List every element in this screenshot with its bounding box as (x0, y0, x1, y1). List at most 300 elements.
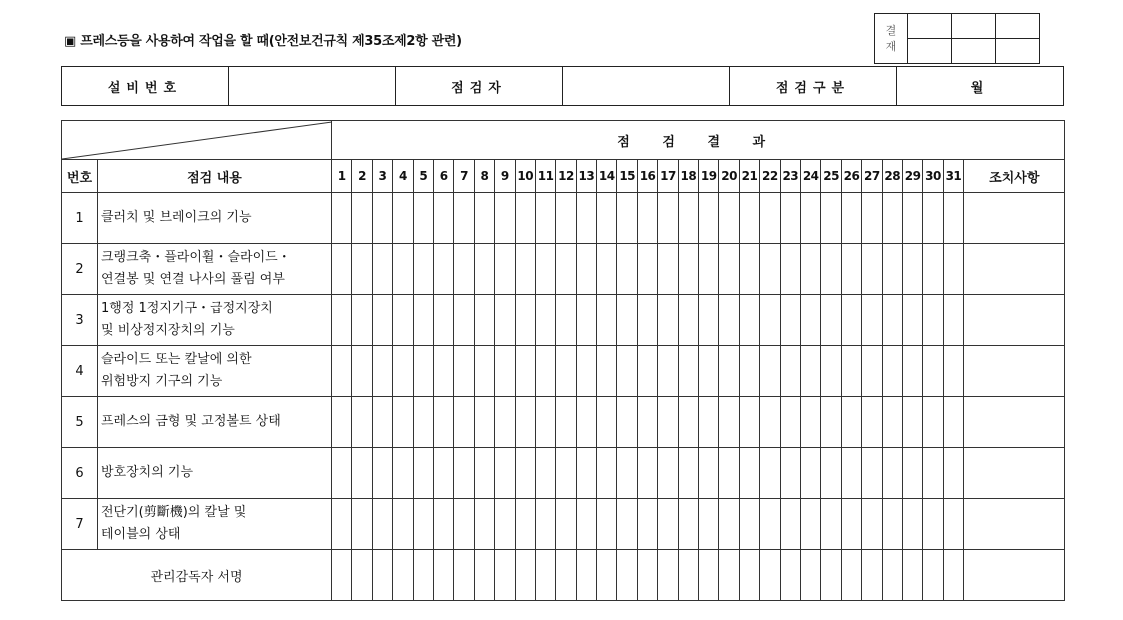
check-cell[interactable] (495, 193, 515, 244)
day-header: 19 (699, 160, 719, 193)
check-cell[interactable] (535, 550, 555, 601)
check-cell[interactable] (372, 193, 392, 244)
check-cell[interactable] (923, 346, 943, 397)
check-cell[interactable] (372, 346, 392, 397)
action-cell[interactable] (964, 397, 1065, 448)
inspector-field[interactable] (563, 67, 730, 106)
check-cell[interactable] (739, 346, 759, 397)
check-cell[interactable] (535, 244, 555, 295)
action-cell[interactable] (964, 550, 1065, 601)
check-cell[interactable] (617, 193, 637, 244)
check-cell[interactable] (413, 448, 433, 499)
check-cell[interactable] (841, 346, 861, 397)
check-cell[interactable] (760, 244, 780, 295)
check-cell[interactable] (393, 295, 413, 346)
check-cell[interactable] (739, 244, 759, 295)
check-cell[interactable] (821, 397, 841, 448)
check-cell[interactable] (597, 193, 617, 244)
check-cell[interactable] (393, 346, 413, 397)
check-cell[interactable] (943, 397, 963, 448)
check-cell[interactable] (637, 295, 657, 346)
check-cell[interactable] (576, 346, 596, 397)
check-cell[interactable] (433, 244, 453, 295)
check-cell[interactable] (658, 244, 678, 295)
check-cell[interactable] (841, 448, 861, 499)
check-cell[interactable] (637, 499, 657, 550)
check-cell[interactable] (821, 550, 841, 601)
check-cell[interactable] (943, 448, 963, 499)
check-cell[interactable] (923, 244, 943, 295)
check-cell[interactable] (821, 448, 841, 499)
check-cell[interactable] (862, 499, 882, 550)
approval-label: 결 재 (875, 14, 908, 64)
check-cell[interactable] (943, 499, 963, 550)
check-cell[interactable] (393, 448, 413, 499)
action-cell[interactable] (964, 346, 1065, 397)
check-cell[interactable] (800, 244, 820, 295)
check-cell[interactable] (515, 499, 535, 550)
check-cell[interactable] (739, 499, 759, 550)
check-cell[interactable] (372, 550, 392, 601)
check-cell[interactable] (719, 397, 739, 448)
check-cell[interactable] (841, 499, 861, 550)
check-cell[interactable] (454, 193, 474, 244)
check-cell[interactable] (393, 397, 413, 448)
check-cell[interactable] (433, 193, 453, 244)
check-cell[interactable] (719, 295, 739, 346)
check-cell[interactable] (821, 499, 841, 550)
check-cell[interactable] (352, 448, 372, 499)
check-cell[interactable] (556, 397, 576, 448)
check-cell[interactable] (433, 346, 453, 397)
check-cell[interactable] (352, 193, 372, 244)
check-cell[interactable] (739, 295, 759, 346)
check-cell[interactable] (515, 346, 535, 397)
signature-row (62, 550, 1065, 601)
check-cell[interactable] (699, 499, 719, 550)
check-cell[interactable] (454, 397, 474, 448)
check-cell[interactable] (780, 346, 800, 397)
check-cell[interactable] (902, 550, 922, 601)
check-cell[interactable] (332, 295, 352, 346)
inspector-label: 점검자 (396, 67, 563, 106)
check-cell[interactable] (617, 550, 637, 601)
approval-cell[interactable] (996, 14, 1040, 39)
check-cell[interactable] (760, 193, 780, 244)
check-cell[interactable] (800, 550, 820, 601)
check-cell[interactable] (515, 397, 535, 448)
check-cell[interactable] (637, 448, 657, 499)
check-cell[interactable] (433, 295, 453, 346)
approval-cell[interactable] (952, 14, 996, 39)
check-cell[interactable] (413, 244, 433, 295)
check-cell[interactable] (372, 448, 392, 499)
check-cell[interactable] (862, 193, 882, 244)
check-cell[interactable] (474, 550, 494, 601)
check-cell[interactable] (332, 244, 352, 295)
check-cell[interactable] (556, 244, 576, 295)
check-cell[interactable] (332, 193, 352, 244)
check-cell[interactable] (678, 346, 698, 397)
check-cell[interactable] (902, 499, 922, 550)
check-cell[interactable] (739, 550, 759, 601)
check-cell[interactable] (393, 193, 413, 244)
day-header: 17 (658, 160, 678, 193)
check-cell[interactable] (699, 346, 719, 397)
check-cell[interactable] (474, 448, 494, 499)
check-cell[interactable] (678, 550, 698, 601)
check-cell[interactable] (617, 397, 637, 448)
check-cell[interactable] (556, 295, 576, 346)
check-cell[interactable] (882, 193, 902, 244)
check-cell[interactable] (678, 295, 698, 346)
check-cell[interactable] (637, 193, 657, 244)
approval-sign-cell[interactable] (908, 39, 952, 64)
check-cell[interactable] (760, 346, 780, 397)
check-cell[interactable] (800, 295, 820, 346)
check-cell[interactable] (556, 193, 576, 244)
check-cell[interactable] (474, 499, 494, 550)
check-cell[interactable] (556, 346, 576, 397)
day-header: 6 (433, 160, 453, 193)
check-cell[interactable] (923, 295, 943, 346)
check-cell[interactable] (943, 244, 963, 295)
check-cell[interactable] (454, 550, 474, 601)
check-cell[interactable] (495, 550, 515, 601)
check-cell[interactable] (597, 244, 617, 295)
check-cell[interactable] (495, 244, 515, 295)
check-cell[interactable] (943, 295, 963, 346)
check-cell[interactable] (393, 550, 413, 601)
check-cell[interactable] (882, 295, 902, 346)
check-cell[interactable] (474, 244, 494, 295)
check-cell[interactable] (597, 346, 617, 397)
check-cell[interactable] (902, 244, 922, 295)
check-cell[interactable] (780, 550, 800, 601)
check-cell[interactable] (372, 295, 392, 346)
table-row (62, 346, 1065, 397)
check-cell[interactable] (576, 499, 596, 550)
check-cell[interactable] (576, 295, 596, 346)
check-cell[interactable] (719, 550, 739, 601)
day-header: 5 (413, 160, 433, 193)
check-cell[interactable] (699, 193, 719, 244)
check-cell[interactable] (515, 193, 535, 244)
check-cell[interactable] (841, 193, 861, 244)
check-cell[interactable] (943, 346, 963, 397)
day-header: 10 (515, 160, 535, 193)
check-cell[interactable] (658, 193, 678, 244)
check-cell[interactable] (800, 499, 820, 550)
check-cell[interactable] (474, 295, 494, 346)
check-cell[interactable] (760, 499, 780, 550)
check-cell[interactable] (678, 397, 698, 448)
check-cell[interactable] (821, 295, 841, 346)
check-cell[interactable] (556, 550, 576, 601)
check-cell[interactable] (413, 550, 433, 601)
check-cell[interactable] (862, 295, 882, 346)
check-cell[interactable] (699, 550, 719, 601)
check-cell[interactable] (495, 346, 515, 397)
check-cell[interactable] (352, 397, 372, 448)
check-cell[interactable] (780, 499, 800, 550)
check-cell[interactable] (862, 346, 882, 397)
check-cell[interactable] (393, 244, 413, 295)
check-cell[interactable] (535, 193, 555, 244)
row-number: 3 (62, 295, 98, 346)
check-cell[interactable] (862, 448, 882, 499)
check-cell[interactable] (658, 346, 678, 397)
check-cell[interactable] (535, 295, 555, 346)
day-header: 15 (617, 160, 637, 193)
check-cell[interactable] (678, 244, 698, 295)
check-cell[interactable] (923, 448, 943, 499)
check-cell[interactable] (658, 550, 678, 601)
check-cell[interactable] (760, 295, 780, 346)
check-cell[interactable] (515, 295, 535, 346)
day-header: 27 (862, 160, 882, 193)
check-cell[interactable] (413, 397, 433, 448)
check-cell[interactable] (800, 346, 820, 397)
check-cell[interactable] (535, 448, 555, 499)
check-cell[interactable] (332, 397, 352, 448)
check-cell[interactable] (352, 346, 372, 397)
check-cell[interactable] (495, 397, 515, 448)
check-cell[interactable] (699, 397, 719, 448)
form-title: ▣ 프레스등을 사용하여 작업을 할 때(안전보건규칙 제35조제2항 관련) (64, 34, 462, 49)
check-cell[interactable] (454, 448, 474, 499)
check-item (98, 499, 332, 550)
check-cell[interactable] (739, 397, 759, 448)
check-item (98, 448, 332, 499)
check-cell[interactable] (923, 397, 943, 448)
check-cell[interactable] (678, 499, 698, 550)
check-cell[interactable] (862, 397, 882, 448)
check-cell[interactable] (800, 448, 820, 499)
check-cell[interactable] (332, 550, 352, 601)
check-cell[interactable] (923, 193, 943, 244)
day-header: 4 (393, 160, 413, 193)
check-cell[interactable] (454, 499, 474, 550)
approval-sign-cell[interactable] (952, 39, 996, 64)
result-header: 점 검 결 과 (332, 121, 1065, 160)
check-cell[interactable] (352, 550, 372, 601)
check-cell[interactable] (413, 295, 433, 346)
check-cell[interactable] (576, 448, 596, 499)
check-cell[interactable] (352, 295, 372, 346)
day-header: 22 (760, 160, 780, 193)
day-header: 7 (454, 160, 474, 193)
check-cell[interactable] (902, 295, 922, 346)
check-cell[interactable] (719, 244, 739, 295)
check-cell[interactable] (882, 499, 902, 550)
check-cell[interactable] (678, 193, 698, 244)
check-cell[interactable] (882, 397, 902, 448)
action-cell[interactable] (964, 193, 1065, 244)
check-cell[interactable] (454, 244, 474, 295)
check-item-line2: 위험방지 기구의 기능 (101, 374, 223, 389)
table-row (62, 295, 1065, 346)
check-cell[interactable] (821, 346, 841, 397)
check-cell[interactable] (454, 295, 474, 346)
day-header: 12 (556, 160, 576, 193)
row-number: 4 (62, 346, 98, 397)
equipment-no-field[interactable] (229, 67, 396, 106)
check-cell[interactable] (413, 193, 433, 244)
check-cell[interactable] (535, 499, 555, 550)
check-cell[interactable] (576, 193, 596, 244)
check-cell[interactable] (433, 499, 453, 550)
check-cell[interactable] (454, 346, 474, 397)
check-cell[interactable] (576, 550, 596, 601)
check-cell[interactable] (841, 397, 861, 448)
check-cell[interactable] (474, 193, 494, 244)
action-cell[interactable] (964, 499, 1065, 550)
check-cell[interactable] (576, 397, 596, 448)
check-cell[interactable] (597, 397, 617, 448)
check-cell[interactable] (332, 346, 352, 397)
check-cell[interactable] (678, 448, 698, 499)
check-cell[interactable] (800, 193, 820, 244)
check-cell[interactable] (393, 499, 413, 550)
day-header: 20 (719, 160, 739, 193)
check-cell[interactable] (719, 193, 739, 244)
check-cell[interactable] (332, 499, 352, 550)
check-cell[interactable] (780, 448, 800, 499)
check-cell[interactable] (597, 550, 617, 601)
row-number: 6 (62, 448, 98, 499)
check-cell[interactable] (617, 499, 637, 550)
day-header: 2 (352, 160, 372, 193)
check-cell[interactable] (923, 550, 943, 601)
table-row (62, 397, 1065, 448)
check-cell[interactable] (535, 346, 555, 397)
category-label: 점검구분 (730, 67, 897, 106)
check-cell[interactable] (597, 448, 617, 499)
check-cell[interactable] (576, 244, 596, 295)
check-cell[interactable] (882, 244, 902, 295)
check-item-line1: 슬라이드 또는 칼날에 의한 (101, 352, 252, 367)
check-cell[interactable] (637, 244, 657, 295)
check-cell[interactable] (719, 346, 739, 397)
check-cell[interactable] (433, 397, 453, 448)
check-cell[interactable] (637, 550, 657, 601)
check-cell[interactable] (862, 244, 882, 295)
check-cell[interactable] (433, 550, 453, 601)
check-cell[interactable] (413, 499, 433, 550)
no-header: 번호 (62, 160, 98, 193)
approval-sign-cell[interactable] (996, 39, 1040, 64)
check-cell[interactable] (902, 193, 922, 244)
check-cell[interactable] (821, 193, 841, 244)
check-cell[interactable] (658, 448, 678, 499)
check-cell[interactable] (902, 448, 922, 499)
check-cell[interactable] (841, 295, 861, 346)
check-cell[interactable] (413, 346, 433, 397)
check-cell[interactable] (760, 397, 780, 448)
check-item (98, 193, 332, 244)
check-cell[interactable] (882, 346, 902, 397)
check-cell[interactable] (474, 397, 494, 448)
check-cell[interactable] (352, 244, 372, 295)
check-cell[interactable] (495, 295, 515, 346)
equipment-no-label: 설비번호 (62, 67, 229, 106)
check-cell[interactable] (637, 397, 657, 448)
checklist-table (61, 120, 1065, 601)
check-cell[interactable] (617, 244, 637, 295)
check-cell[interactable] (332, 448, 352, 499)
check-cell[interactable] (658, 499, 678, 550)
check-cell[interactable] (658, 397, 678, 448)
check-cell[interactable] (760, 448, 780, 499)
check-cell[interactable] (372, 499, 392, 550)
action-cell[interactable] (964, 448, 1065, 499)
check-cell[interactable] (902, 346, 922, 397)
check-cell[interactable] (433, 448, 453, 499)
check-cell[interactable] (719, 448, 739, 499)
check-cell[interactable] (760, 550, 780, 601)
check-cell[interactable] (841, 244, 861, 295)
check-cell[interactable] (597, 295, 617, 346)
check-cell[interactable] (699, 448, 719, 499)
action-cell[interactable] (964, 295, 1065, 346)
check-cell[interactable] (556, 448, 576, 499)
approval-cell[interactable] (908, 14, 952, 39)
check-cell[interactable] (739, 448, 759, 499)
month-field[interactable]: 월 (897, 67, 1064, 106)
action-cell[interactable] (964, 244, 1065, 295)
check-cell[interactable] (372, 244, 392, 295)
check-cell[interactable] (617, 295, 637, 346)
check-cell[interactable] (821, 244, 841, 295)
check-cell[interactable] (515, 448, 535, 499)
check-cell[interactable] (739, 193, 759, 244)
check-cell[interactable] (699, 295, 719, 346)
check-cell[interactable] (923, 499, 943, 550)
check-cell[interactable] (699, 244, 719, 295)
check-cell[interactable] (943, 550, 963, 601)
check-cell[interactable] (556, 499, 576, 550)
check-cell[interactable] (495, 499, 515, 550)
check-cell[interactable] (882, 550, 902, 601)
check-cell[interactable] (780, 397, 800, 448)
check-cell[interactable] (637, 346, 657, 397)
check-cell[interactable] (943, 193, 963, 244)
check-cell[interactable] (841, 550, 861, 601)
check-cell[interactable] (780, 295, 800, 346)
check-cell[interactable] (474, 346, 494, 397)
check-cell[interactable] (862, 550, 882, 601)
check-cell[interactable] (882, 448, 902, 499)
diagonal-corner-cell (62, 121, 332, 160)
row-number: 1 (62, 193, 98, 244)
check-cell[interactable] (372, 397, 392, 448)
check-cell[interactable] (902, 397, 922, 448)
check-cell[interactable] (515, 550, 535, 601)
check-cell[interactable] (800, 397, 820, 448)
check-cell[interactable] (515, 244, 535, 295)
check-cell[interactable] (780, 244, 800, 295)
check-cell[interactable] (352, 499, 372, 550)
check-cell[interactable] (617, 448, 637, 499)
check-cell[interactable] (719, 499, 739, 550)
check-cell[interactable] (495, 448, 515, 499)
check-cell[interactable] (597, 499, 617, 550)
check-cell[interactable] (658, 295, 678, 346)
check-cell[interactable] (780, 193, 800, 244)
check-cell[interactable] (535, 397, 555, 448)
check-cell[interactable] (617, 346, 637, 397)
